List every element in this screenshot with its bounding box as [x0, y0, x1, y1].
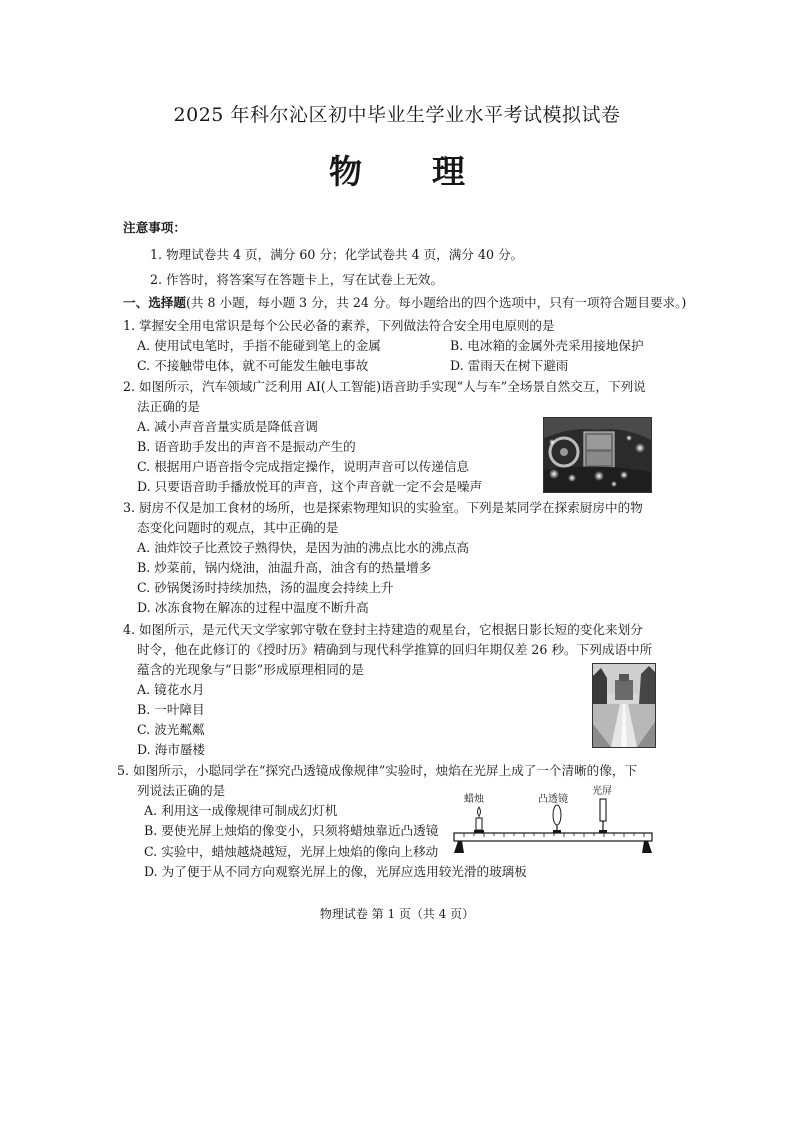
- q2-option-c: C. 根据用户语音指令完成指定操作，说明声音可以传递信息: [137, 459, 470, 474]
- screen-label: 光屏: [592, 786, 612, 797]
- q4-stem-line1: 4. 如图所示，是元代天文学家郭守敬在登封主持建造的观星台，它根据日影长短的变化来划分: [123, 622, 643, 637]
- note-item-1: 1. 物理试卷共 4 页，满分 60 分；化学试卷共 4 页，满分 40 分。: [150, 247, 524, 262]
- q1-option-a: A. 使用试电笔时，手指不能碰到笔上的金属: [137, 338, 381, 353]
- q3-stem-line1: 3. 厨房不仅是加工食材的场所，也是探索物理知识的实验室。下列是某同学在探索厨房中的物: [123, 500, 643, 515]
- note-item-2: 2. 作答时，将答案写在答题卡上，写在试卷上无效。: [150, 272, 444, 287]
- page-footer: 物理试卷 第 1 页（共 4 页）: [319, 907, 475, 921]
- q4-stem-line2: 时令，他在此修订的《授时历》精确到与现代科学推算的回归年期仅差 26 秒。下列成语中所: [137, 642, 653, 657]
- section-label: 一、选择题: [123, 295, 186, 310]
- q1-option-d: D. 雷雨天在树下避雨: [450, 358, 569, 373]
- q5-stem-line1: 5. 如图所示，小聪同学在“探究凸透镜成像规律”实验时，烛焰在光屏上成了一个清晰的像，下: [117, 763, 638, 778]
- car-dashboard-image: [543, 417, 652, 493]
- q5-option-d: D. 为了便于从不同方向观察光屏上的像，光屏应选用较光滑的玻璃板: [144, 864, 527, 879]
- q3-option-b: B. 炒菜前，锅内烧油，油温升高，油含有的热量增多: [137, 560, 432, 575]
- section-heading: [123, 293, 686, 313]
- q3-stem-line2: 态变化问题时的观点，其中正确的是: [137, 520, 339, 535]
- q2-option-d: D. 只要语音助手播放悦耳的声音，这个声音就一定不会是噪声: [137, 479, 483, 494]
- q1-stem: 1. 掌握安全用电常识是每个公民必备的素养，下列做法符合安全用电原则的是: [123, 318, 555, 333]
- q4-option-d: D. 海市蜃楼: [137, 742, 206, 757]
- q5-stem-line2: 列说法正确的是: [137, 783, 226, 798]
- notes-heading: 注意事项：: [123, 220, 186, 235]
- q5-option-b: B. 要使光屏上烛焰的像变小，只须将蜡烛靠近凸透镜: [144, 823, 439, 838]
- section-description: (共 8 小题，每小题 3 分，共 24 分。每小题给出的四个选项中，只有一项符合题目要求。): [185, 295, 687, 310]
- q1-option-b: B. 电冰箱的金属外壳采用接地保护: [450, 338, 644, 353]
- q5-option-c: C. 实验中，蜡烛越烧越短，光屏上烛焰的像向上移动: [144, 844, 439, 859]
- q2-stem-line1: 2. 如图所示，汽车领域广泛利用 AI(人工智能)语音助手实现“人与车”全场景自然交互，下列说: [123, 379, 646, 394]
- q3-option-a: A. 油炸饺子比煮饺子熟得快，是因为油的沸点比水的沸点高: [137, 540, 469, 555]
- lens-label: 凸透镜: [538, 794, 568, 805]
- q2-option-b: B. 语音助手发出的声音不是振动产生的: [137, 439, 356, 454]
- q4-option-c: C. 波光粼粼: [137, 722, 205, 737]
- subject-title: 物理: [329, 152, 535, 191]
- q2-stem-line2: 法正确的是: [137, 399, 200, 414]
- optical-bench-diagram: [452, 785, 662, 860]
- q3-option-c: C. 砂锅煲汤时持续加热，汤的温度会持续上升: [137, 580, 394, 595]
- observatory-image: [592, 663, 656, 748]
- q4-option-a: A. 镜花水月: [137, 682, 205, 697]
- q1-option-c: C. 不接触带电体，就不可能发生触电事故: [137, 358, 369, 373]
- q4-stem-line3: 蕴含的光现象与“日影”形成原理相同的是: [137, 662, 364, 677]
- q2-option-a: A. 减小声音音量实质是降低音调: [137, 419, 318, 434]
- q3-option-d: D. 冰冻食物在解冻的过程中温度不断升高: [137, 600, 369, 615]
- exam-title: 2025 年科尔沁区初中毕业生学业水平考试模拟试卷: [173, 104, 621, 126]
- candle-label: 蜡烛: [464, 794, 484, 805]
- q5-option-a: A. 利用这一成像规律可制成幻灯机: [144, 803, 338, 818]
- q4-option-b: B. 一叶障目: [137, 702, 205, 717]
